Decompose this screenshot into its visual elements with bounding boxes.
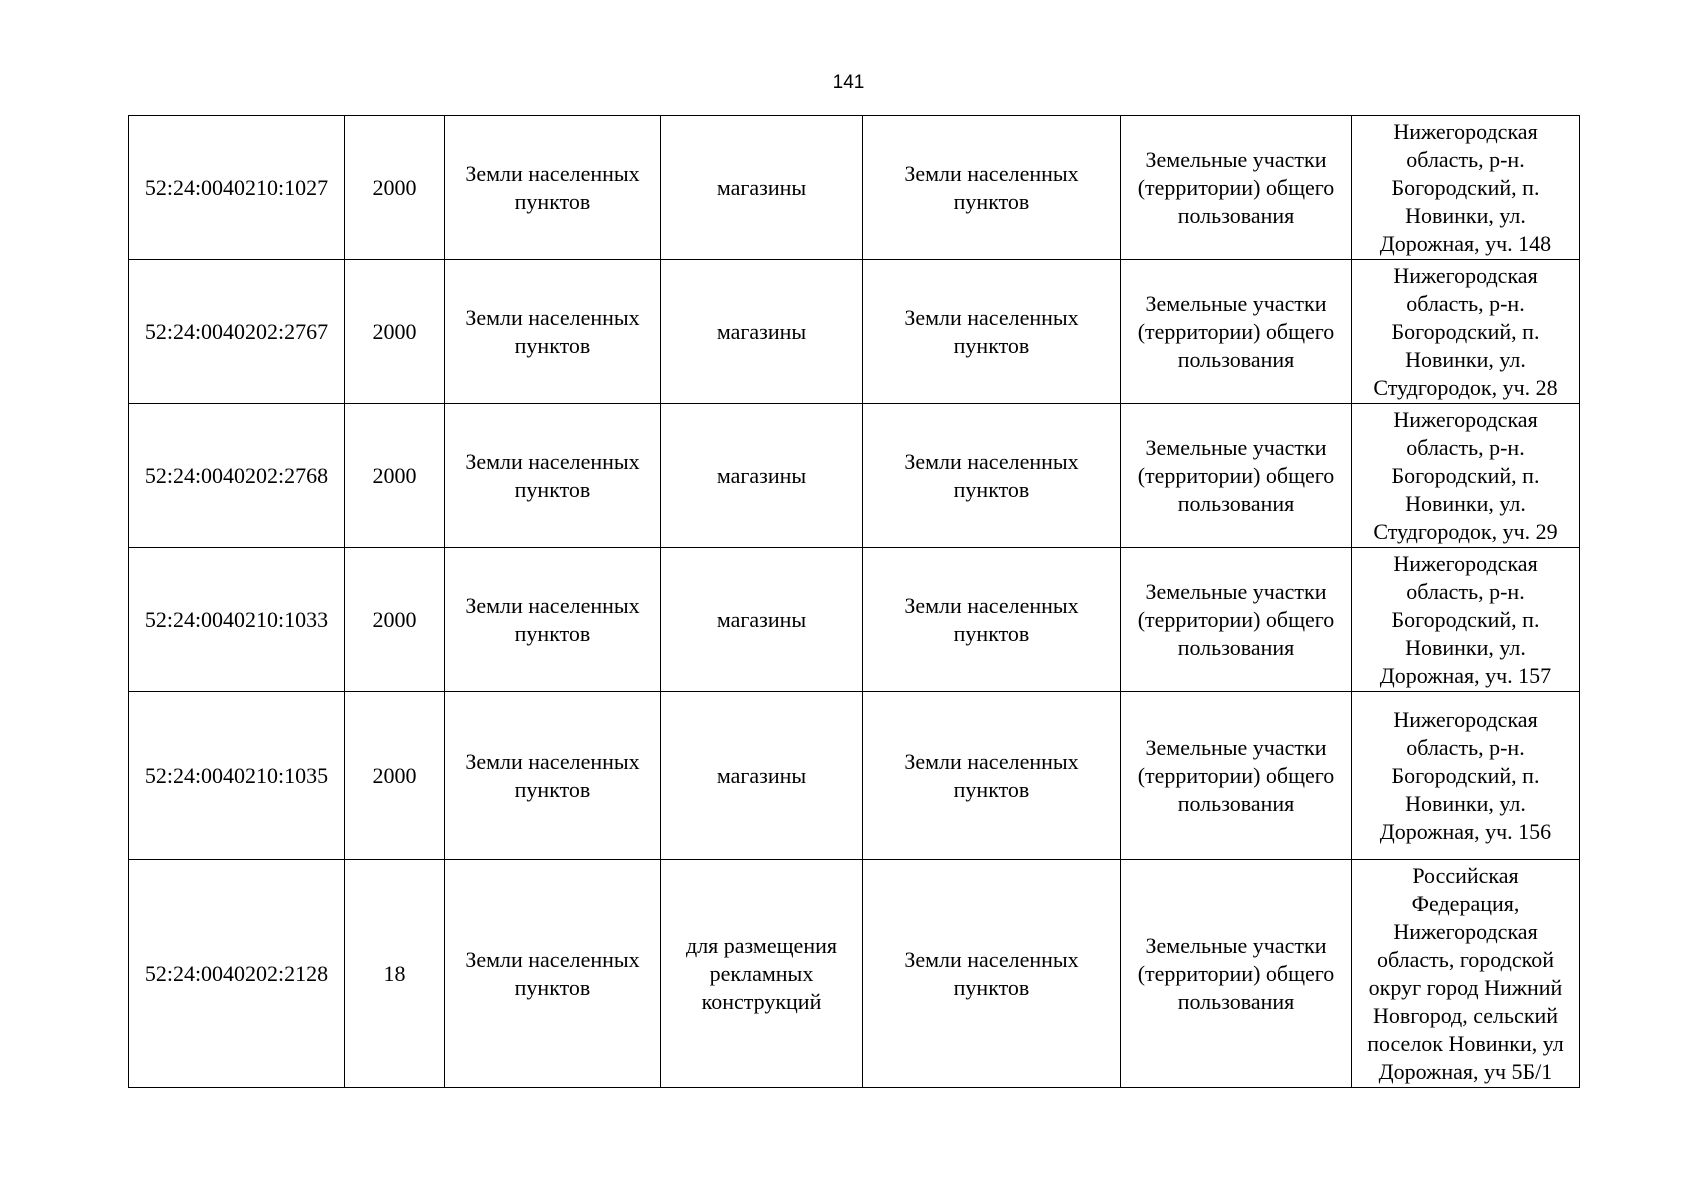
- land-category-2-cell: Земли населенных пунктов: [863, 692, 1121, 860]
- permitted-use-cell: магазины: [661, 260, 863, 404]
- address-cell: Российская Федерация, Нижегородская область, городской округ город Нижний Новгород, сельский поселок Новинки, ул Дорожная, уч 5Б/1: [1352, 860, 1580, 1088]
- zone-cell: Земельные участки (территории) общего пользования: [1121, 260, 1352, 404]
- cadastral-number-cell: 52:24:0040210:1027: [129, 116, 345, 260]
- table-row: [129, 260, 1580, 404]
- land-category-2-cell: Земли населенных пунктов: [863, 860, 1121, 1088]
- land-category-cell: Земли населенных пунктов: [445, 404, 661, 548]
- permitted-use-cell: магазины: [661, 692, 863, 860]
- zone-cell: Земельные участки (территории) общего пользования: [1121, 548, 1352, 692]
- land-category-cell: Земли населенных пунктов: [445, 260, 661, 404]
- land-category-2-cell: Земли населенных пунктов: [863, 260, 1121, 404]
- permitted-use-cell: для размещения рекламных конструкций: [661, 860, 863, 1088]
- permitted-use-cell: магазины: [661, 404, 863, 548]
- land-category-2-cell: Земли населенных пунктов: [863, 548, 1121, 692]
- address-cell: Нижегородская область, р-н. Богородский, п. Новинки, ул. Дорожная, уч. 157: [1352, 548, 1580, 692]
- table-row: [129, 116, 1580, 260]
- zone-cell: Земельные участки (территории) общего пользования: [1121, 404, 1352, 548]
- land-category-cell: Земли населенных пунктов: [445, 692, 661, 860]
- area-cell: 2000: [345, 260, 445, 404]
- zone-cell: Земельные участки (территории) общего пользования: [1121, 692, 1352, 860]
- address-cell: Нижегородская область, р-н. Богородский, п. Новинки, ул. Студгородок, уч. 28: [1352, 260, 1580, 404]
- permitted-use-cell: магазины: [661, 548, 863, 692]
- area-cell: 2000: [345, 404, 445, 548]
- land-category-cell: Земли населенных пунктов: [445, 548, 661, 692]
- cadastral-number-cell: 52:24:0040202:2767: [129, 260, 345, 404]
- area-cell: 2000: [345, 548, 445, 692]
- table-row: [129, 548, 1580, 692]
- table-row: [129, 404, 1580, 548]
- land-category-2-cell: Земли населенных пунктов: [863, 116, 1121, 260]
- page-number: 141: [832, 72, 865, 93]
- cadastral-number-cell: 52:24:0040210:1035: [129, 692, 345, 860]
- land-plots-table: [128, 115, 1580, 1088]
- zone-cell: Земельные участки (территории) общего пользования: [1121, 116, 1352, 260]
- address-cell: Нижегородская область, р-н. Богородский, п. Новинки, ул. Дорожная, уч. 156: [1352, 692, 1580, 860]
- table-row: [129, 692, 1580, 860]
- area-cell: 18: [345, 860, 445, 1088]
- area-cell: 2000: [345, 116, 445, 260]
- address-cell: Нижегородская область, р-н. Богородский, п. Новинки, ул. Дорожная, уч. 148: [1352, 116, 1580, 260]
- zone-cell: Земельные участки (территории) общего пользования: [1121, 860, 1352, 1088]
- land-category-cell: Земли населенных пунктов: [445, 116, 661, 260]
- cadastral-number-cell: 52:24:0040202:2128: [129, 860, 345, 1088]
- land-category-2-cell: Земли населенных пунктов: [863, 404, 1121, 548]
- cadastral-number-cell: 52:24:0040202:2768: [129, 404, 345, 548]
- permitted-use-cell: магазины: [661, 116, 863, 260]
- land-category-cell: Земли населенных пунктов: [445, 860, 661, 1088]
- cadastral-number-cell: 52:24:0040210:1033: [129, 548, 345, 692]
- table-row: [129, 860, 1580, 1088]
- area-cell: 2000: [345, 692, 445, 860]
- address-cell: Нижегородская область, р-н. Богородский, п. Новинки, ул. Студгородок, уч. 29: [1352, 404, 1580, 548]
